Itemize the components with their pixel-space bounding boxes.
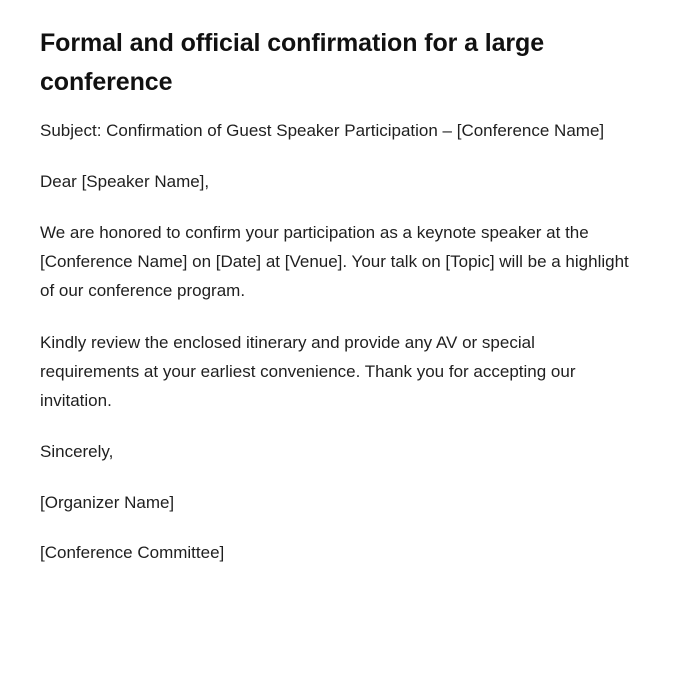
paragraph-salutation: Dear [Speaker Name], xyxy=(40,171,210,191)
paragraph-body-1: We are honored to confirm your participation as a keynote speaker at the [Conference Name] on [Date] at [Venue]. Your talk on [Topic] will be a highlight of our conference program. xyxy=(40,222,629,301)
paragraph-subject: Subject: Confirmation of Guest Speaker Participation – [Conference Name] xyxy=(40,120,605,140)
paragraph-signature-org: [Conference Committee] xyxy=(40,542,225,562)
page-title: Formal and official confirmation for a large conference xyxy=(40,29,545,96)
paragraph-signature-name: [Organizer Name] xyxy=(40,492,175,512)
paragraph-closing: Sincerely, xyxy=(40,442,114,462)
paragraph-body-2: Kindly review the enclosed itinerary and provide any AV or special requirements at your earliest convenience. Thank you for accepting our invitation. xyxy=(40,332,576,411)
